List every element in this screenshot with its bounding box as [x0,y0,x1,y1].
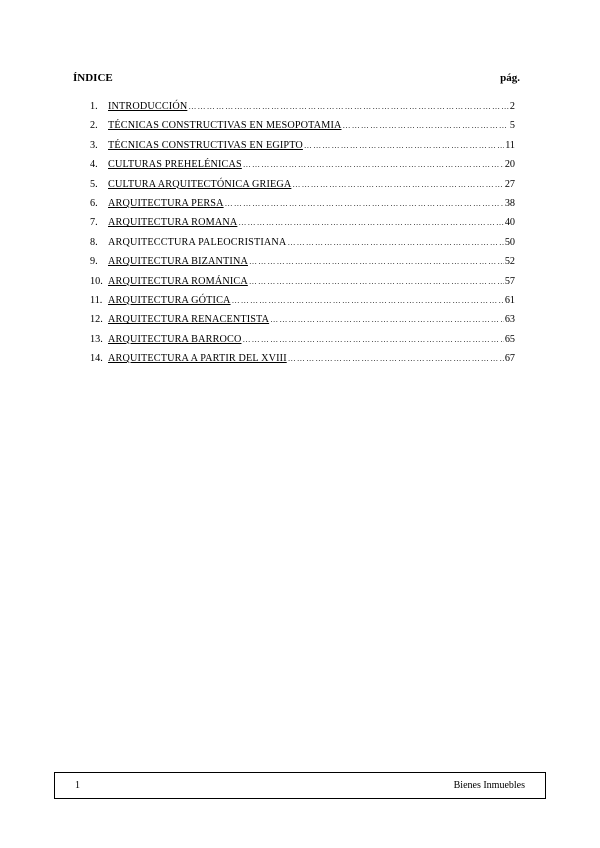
dot-leader [249,277,504,286]
toc-entry-number: 6. [90,197,98,209]
toc-entry-page: 61 [504,294,515,306]
table-of-contents [90,101,515,372]
toc-entry-page: 5 [509,120,515,132]
dot-leader [304,141,504,150]
toc-entry-page: 50 [504,236,515,248]
toc-entry[interactable] [90,140,515,159]
toc-entry-page: 52 [504,256,515,268]
toc-entry[interactable] [90,334,515,353]
toc-entry-page: 20 [504,159,515,171]
toc-entry-number: 14. [90,353,103,365]
dot-leader [288,354,504,363]
toc-entry-title[interactable]: ARQUITECCTURA PALEOCRISTIANA [108,236,287,248]
toc-entry-title[interactable]: CULTURA ARQUITECTÓNICA GRIEGA [108,178,292,190]
dot-leader [287,238,503,247]
toc-entry[interactable] [90,353,515,372]
toc-entry-number: 8. [90,236,98,248]
toc-entry[interactable] [90,217,515,236]
footer-page-number: 1 [75,780,80,791]
page-footer [54,772,546,799]
toc-entry[interactable] [90,314,515,333]
toc-entry-title[interactable]: ARQUITECTURA BARROCO [108,333,242,345]
toc-entry-number: 10. [90,275,103,287]
toc-entry[interactable] [90,256,515,275]
toc-entry[interactable] [90,101,515,120]
dot-leader [225,199,504,208]
toc-entry-number: 7. [90,217,98,229]
toc-entry[interactable] [90,276,515,295]
toc-entry-title[interactable]: ARQUITECTURA BIZANTINA [108,256,248,268]
index-title: ÍNDICE [73,72,113,84]
toc-entry-title[interactable]: INTRODUCCIÓN [108,101,188,112]
toc-entry-page: 63 [504,314,515,326]
toc-entry-title[interactable]: ARQUITECTURA ROMÁNICA [108,275,248,287]
toc-entry[interactable] [90,179,515,198]
toc-entry-number: 2. [90,120,98,132]
toc-entry-number: 13. [90,333,103,345]
toc-entry-number: 9. [90,256,98,268]
dot-leader [343,121,509,130]
toc-entry[interactable] [90,237,515,256]
toc-entry-page: 2 [509,101,515,112]
dot-leader [243,160,504,169]
dot-leader [188,102,509,111]
toc-entry-title[interactable]: ARQUITECTURA RENACENTISTA [108,314,270,326]
toc-entry[interactable] [90,159,515,178]
toc-entry-page: 65 [504,333,515,345]
toc-entry-number: 11. [90,294,103,306]
footer-document-title: Bienes Inmuebles [453,780,525,791]
toc-entry[interactable] [90,295,515,314]
dot-leader [249,257,504,266]
toc-entry-title[interactable]: ARQUITECTURA GÓTICA [108,294,231,306]
dot-leader [270,315,504,324]
toc-entry-title[interactable]: TÉCNICAS CONSTRUCTIVAS EN EGIPTO [108,139,303,151]
toc-entry-page: 67 [504,353,515,365]
dot-leader [242,335,503,344]
toc-entry-number: 3. [90,139,98,151]
toc-entry-number: 5. [90,178,98,190]
toc-entry-title[interactable]: ARQUITECTURA ROMANA [108,217,238,229]
toc-entry-page: 40 [504,217,515,229]
toc-entry-page: 57 [504,275,515,287]
toc-entry-title[interactable]: CULTURAS PREHELÉNICAS [108,159,242,171]
toc-entry-page: 11 [505,139,515,151]
toc-entry-number: 1. [90,101,98,112]
dot-leader [232,296,504,305]
toc-entry-title[interactable]: TÉCNICAS CONSTRUCTIVAS EN MESOPOTAMIA [108,120,342,132]
dot-leader [292,180,503,189]
toc-entry-number: 12. [90,314,103,326]
index-heading-row [73,72,520,84]
toc-entry[interactable] [90,120,515,139]
toc-entry-page: 27 [504,178,515,190]
toc-entry[interactable] [90,198,515,217]
toc-entry-title[interactable]: ARQUITECTURA A PARTIR DEL XVIII [108,353,287,365]
toc-entry-page: 38 [504,197,515,209]
toc-entry-number: 4. [90,159,98,171]
toc-entry-title[interactable]: ARQUITECTURA PERSA [108,197,224,209]
dot-leader [238,218,503,227]
page-column-label: pág. [500,72,520,84]
